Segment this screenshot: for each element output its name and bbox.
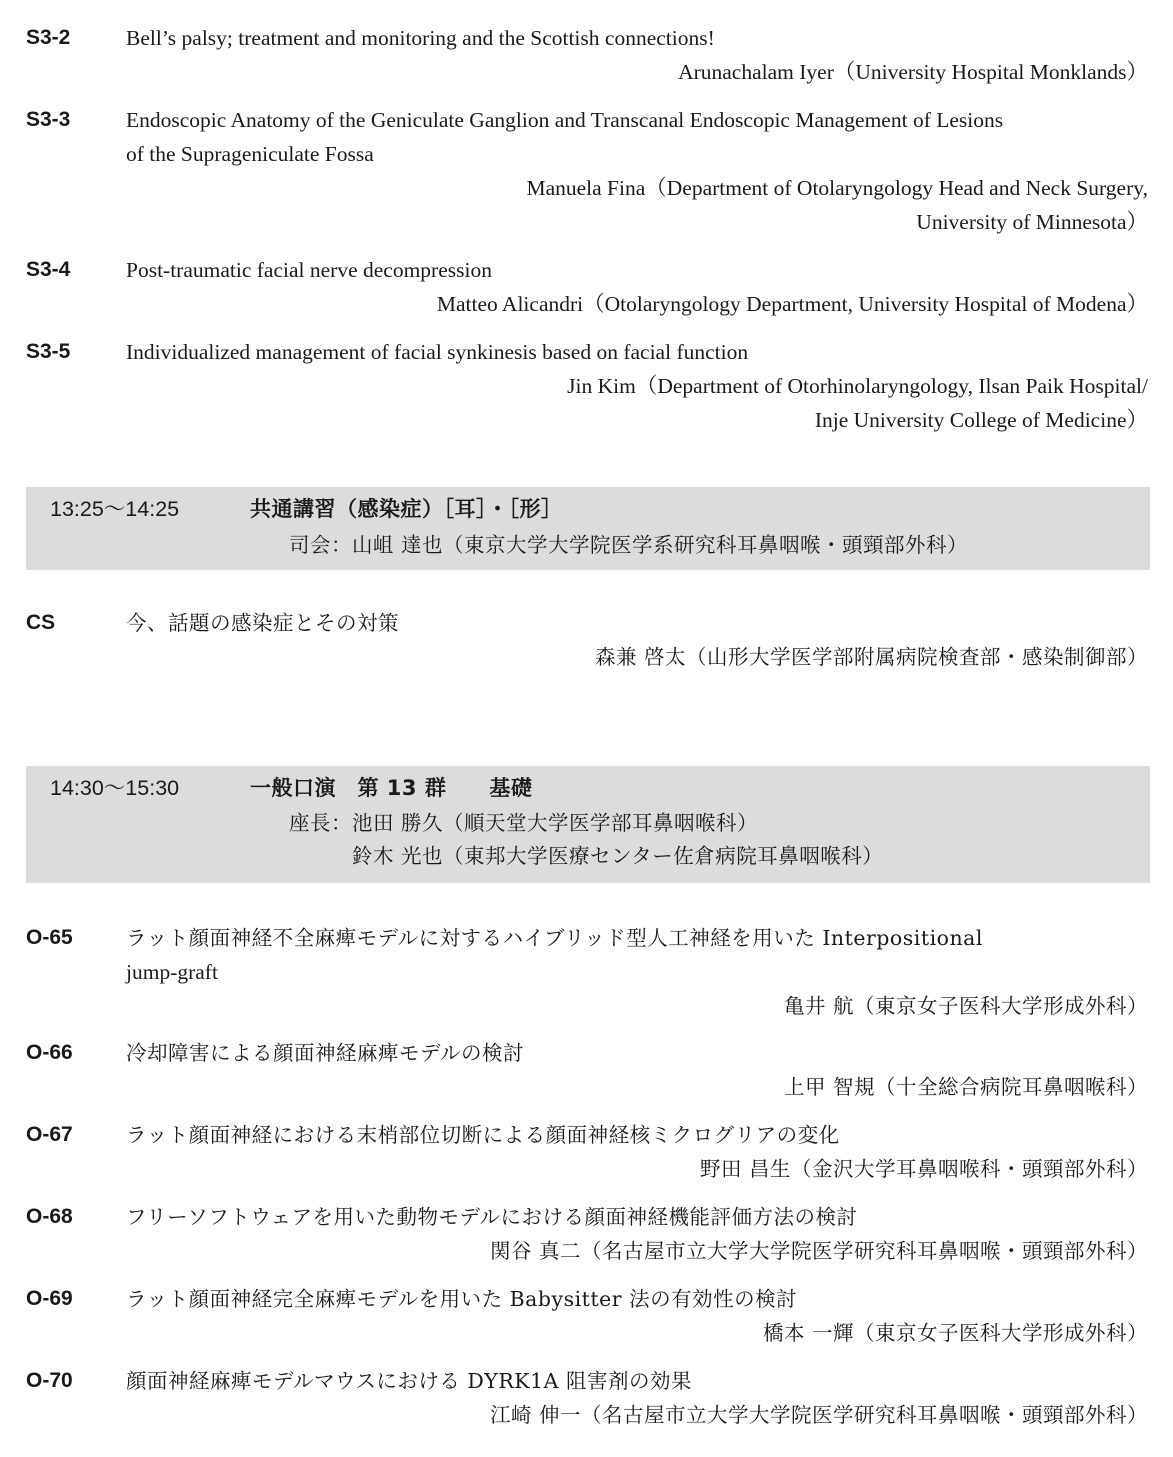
presenter: 関谷 真二（名古屋市立大学大学院医学研究科耳鼻咽喉・頭頸部外科） [489,1239,1148,1263]
presentation-o-66 [26,1036,1150,1104]
presentation-o-70 [26,1364,1150,1432]
presenter: 江崎 伸一（名古屋市立大学大学院医学研究科耳鼻咽喉・頭頸部外科） [489,1403,1148,1427]
presentation-code: O-66 [26,1041,73,1064]
presenter [26,171,1150,239]
presentation-o-68 [26,1200,1150,1268]
presentation-title [126,921,1150,989]
presentation-cs [26,606,1150,674]
presenter: 森兼 啓太（山形大学医学部附属病院検査部・感染制御部） [594,645,1148,669]
presentation-title: 冷却障害による顔面神経麻痺モデルの検討 [126,1041,524,1065]
presentation-code: O-70 [26,1369,73,1392]
presentation-s3-2 [26,21,1150,89]
presentation-code: O-68 [26,1205,73,1228]
presentation-title: フリーソフトウェアを用いた動物モデルにおける顔面神経機能評価方法の検討 [126,1205,858,1229]
presentation-title [126,103,1150,171]
session-chair: 鈴木 光也（東邦大学医療センター佐倉病院耳鼻咽喉科） [289,844,884,868]
session-title: 一般口演 第 13 群 基礎 [250,776,533,800]
title-line: jump-graft [126,960,218,984]
presentation-title: 今、話題の感染症とその対策 [126,611,399,635]
session-header-common-lecture [26,487,1150,570]
presentation-title: ラット顔面神経完全麻痺モデルを用いた Babysitter 法の有効性の検討 [126,1287,798,1311]
title-line: ラット顔面神経不全麻痺モデルに対するハイブリッド型人工神経を用いた Interpositional [126,926,983,950]
presenter: Matteo Alicandri（Otolaryngology Department, University Hospital of Modena） [436,292,1148,316]
presenter-line: Jin Kim（Department of Otorhinolaryngology, Ilsan Paik Hospital/ [567,374,1148,398]
presenter: 野田 昌生（金沢大学耳鼻咽喉科・頭頸部外科） [699,1157,1148,1181]
session-title: 共通講習（感染症）［耳］・［形］ [250,497,563,521]
session-time: 14:30～15:30 [50,776,180,800]
session-chair: 座長：池田 勝久（順天堂大学医学部耳鼻咽喉科） [289,811,759,835]
presentation-o-65 [26,921,1150,1023]
session-chair: 司会：山岨 達也（東京大学大学院医学系研究科耳鼻咽喉・頭頸部外科） [289,533,969,557]
title-line: Endoscopic Anatomy of the Geniculate Ganglion and Transcanal Endoscopic Management of Lesions [126,108,1004,132]
presentation-s3-3 [26,103,1150,239]
presentation-s3-4 [26,253,1150,321]
presentation-code: O-65 [26,926,73,949]
presentation-code: S3-3 [26,108,71,131]
presentation-code: S3-5 [26,340,71,363]
presentation-title: Bell’s palsy; treatment and monitoring and the Scottish connections! [126,26,715,50]
presentation-s3-5 [26,335,1150,437]
presenter: 亀井 航（東京女子医科大学形成外科） [783,994,1148,1018]
presentation-code: O-69 [26,1287,73,1310]
presenter: Arunachalam Iyer（University Hospital Monklands） [678,60,1148,84]
presenter-line: Manuela Fina（Department of Otolaryngology Head and Neck Surgery, [526,176,1148,200]
presentation-o-67 [26,1118,1150,1186]
presentation-title: ラット顔面神経における末梢部位切断による顔面神経核ミクログリアの変化 [126,1123,840,1147]
presenter-line: Inje University College of Medicine） [814,408,1148,432]
session-header-oral-13 [26,766,1150,883]
session-time: 13:25～14:25 [50,497,180,521]
presentation-code: S3-2 [26,26,71,49]
presenter: 橋本 一輝（東京女子医科大学形成外科） [762,1321,1148,1345]
presenter-line: University of Minnesota） [916,210,1148,234]
presentation-o-69 [26,1282,1150,1350]
presentation-code: O-67 [26,1123,73,1146]
title-line: of the Suprageniculate Fossa [126,142,374,166]
presentation-code: CS [26,611,56,634]
presenter [26,369,1150,437]
presenter: 上甲 智規（十全総合病院耳鼻咽喉科） [783,1075,1148,1099]
presentation-title: Post-traumatic facial nerve decompression [126,258,492,282]
presentation-code: S3-4 [26,258,71,281]
presentation-title: 顔面神経麻痺モデルマウスにおける DYRK1A 阻害剤の効果 [126,1369,692,1393]
presentation-title: Individualized management of facial synkinesis based on facial function [126,340,749,364]
